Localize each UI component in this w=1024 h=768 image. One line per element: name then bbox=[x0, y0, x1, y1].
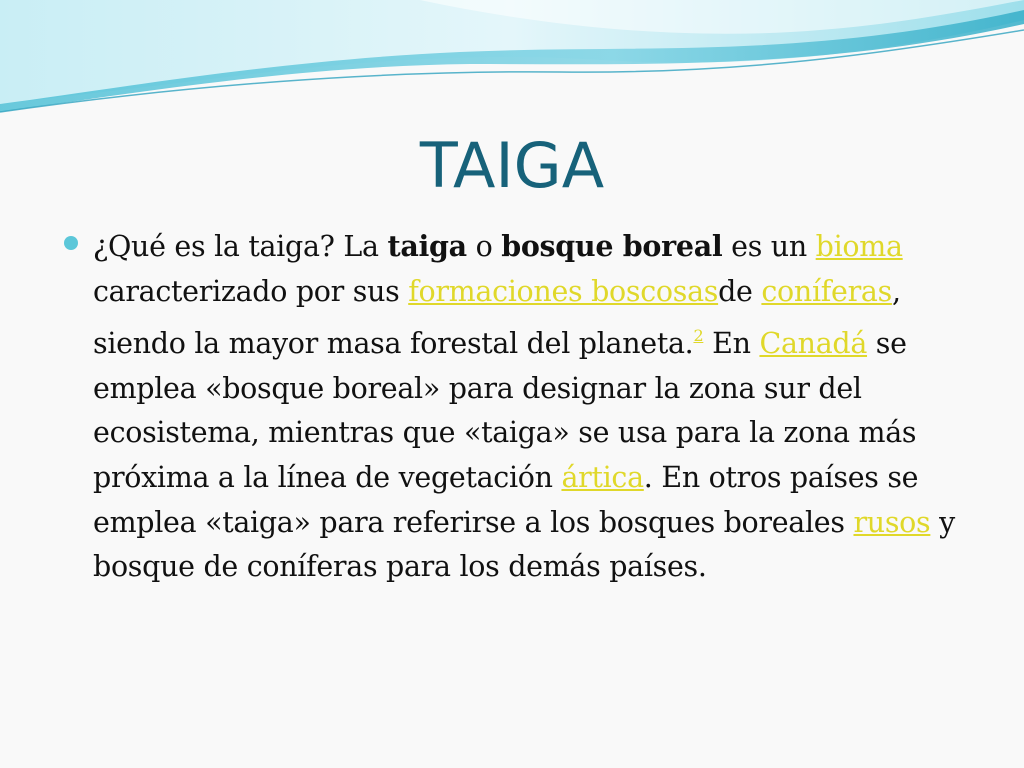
link-coniferas[interactable]: coníferas bbox=[761, 274, 892, 308]
text-segment: , siendo la mayor masa forestal del planeta. bbox=[93, 274, 901, 361]
bullet-point-icon bbox=[64, 236, 78, 250]
link-formaciones-boscosas[interactable]: formaciones boscosas bbox=[408, 274, 719, 308]
header-wave-decoration bbox=[0, 0, 1024, 130]
bold-term-bosque-boreal: bosque boreal bbox=[501, 229, 723, 263]
bold-term-taiga: taiga bbox=[387, 229, 467, 263]
text-segment: . En otros países se emplea «taiga» para referirse a los bosques boreales bbox=[93, 460, 919, 539]
reference-link-2[interactable]: 2 bbox=[693, 326, 704, 346]
slide-title: TAIGA bbox=[419, 129, 605, 202]
link-canada[interactable]: Canadá bbox=[759, 327, 868, 361]
text-segment: y bosque de coníferas para los demás países. bbox=[93, 505, 955, 584]
link-artica[interactable]: ártica bbox=[561, 460, 644, 494]
body-paragraph bbox=[93, 224, 973, 590]
link-rusos[interactable]: rusos bbox=[853, 505, 931, 539]
text-segment: ¿Qué es la taiga? La bbox=[93, 230, 388, 263]
text-segment: caracterizado por sus bbox=[93, 274, 409, 308]
text-segment: En bbox=[703, 327, 760, 361]
link-bioma[interactable]: bioma bbox=[815, 230, 903, 263]
text-segment: o bbox=[466, 230, 502, 263]
text-segment: de bbox=[718, 274, 762, 308]
text-segment: es un bbox=[722, 230, 816, 263]
text-segment: se emplea «bosque boreal» para designar la zona sur del ecosistema, mientras que «taiga» se usa para la zona más próxima a la línea de vegetación bbox=[93, 327, 917, 494]
